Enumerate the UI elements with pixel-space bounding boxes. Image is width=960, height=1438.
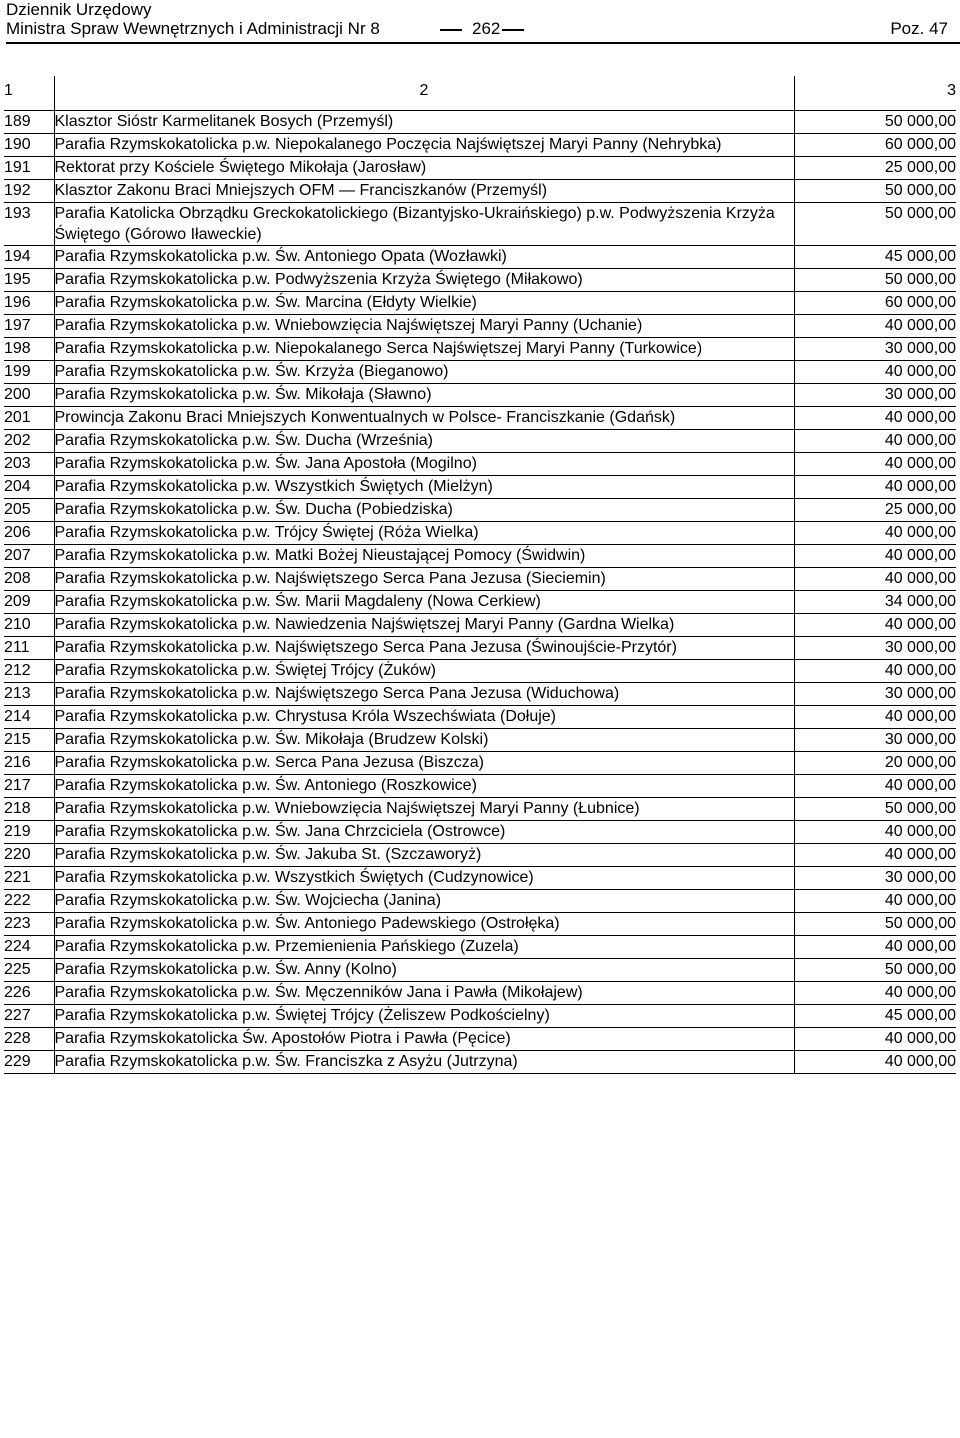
table-row — [4, 660, 956, 683]
row-amount: 40 000,00 — [794, 430, 956, 453]
page-header — [6, 0, 954, 44]
row-amount: 40 000,00 — [794, 890, 956, 913]
table-row — [4, 752, 956, 775]
row-amount: 40 000,00 — [794, 775, 956, 798]
row-amount: 50 000,00 — [794, 111, 956, 134]
row-number: 219 — [4, 821, 54, 844]
row-number: 227 — [4, 1005, 54, 1028]
row-number: 224 — [4, 936, 54, 959]
row-number: 222 — [4, 890, 54, 913]
row-amount: 40 000,00 — [794, 614, 956, 637]
row-name: Parafia Rzymskokatolicka p.w. Wszystkich Świętych (Mielżyn) — [54, 476, 794, 499]
table-row — [4, 729, 956, 752]
row-name: Parafia Rzymskokatolicka p.w. Przemienienia Pańskiego (Zuzela) — [54, 936, 794, 959]
row-name: Parafia Rzymskokatolicka p.w. Wniebowzięcia Najświętszej Maryi Panny (Łubnice) — [54, 798, 794, 821]
row-name: Parafia Rzymskokatolicka p.w. Św. Anny (Kolno) — [54, 959, 794, 982]
table-row — [4, 453, 956, 476]
row-number: 217 — [4, 775, 54, 798]
row-number: 207 — [4, 545, 54, 568]
row-number: 190 — [4, 134, 54, 157]
row-number: 228 — [4, 1028, 54, 1051]
table-row — [4, 407, 956, 430]
row-name: Prowincja Zakonu Braci Mniejszych Konwentualnych w Polsce- Franciszkanie (Gdańsk) — [54, 407, 794, 430]
row-name: Parafia Rzymskokatolicka p.w. Wniebowzięcia Najświętszej Maryi Panny (Uchanie) — [54, 315, 794, 338]
row-amount: 50 000,00 — [794, 959, 956, 982]
table-row — [4, 545, 956, 568]
row-name: Parafia Rzymskokatolicka p.w. Św. Antoniego (Roszkowice) — [54, 775, 794, 798]
row-amount: 40 000,00 — [794, 476, 956, 499]
row-amount: 45 000,00 — [794, 1005, 956, 1028]
table-row — [4, 180, 956, 203]
row-number: 208 — [4, 568, 54, 591]
row-amount: 30 000,00 — [794, 338, 956, 361]
table-row — [4, 706, 956, 729]
row-amount: 40 000,00 — [794, 361, 956, 384]
row-number: 221 — [4, 867, 54, 890]
row-amount: 40 000,00 — [794, 982, 956, 1005]
table-row — [4, 1028, 956, 1051]
table-body — [4, 111, 956, 1074]
row-amount: 40 000,00 — [794, 568, 956, 591]
row-amount: 50 000,00 — [794, 798, 956, 821]
row-amount: 20 000,00 — [794, 752, 956, 775]
row-amount: 50 000,00 — [794, 913, 956, 936]
ministry-title: Ministra Spraw Wewnętrznych i Administracji Nr 8 — [6, 19, 380, 38]
dash-right — [502, 29, 524, 31]
row-number: 215 — [4, 729, 54, 752]
table-row — [4, 821, 956, 844]
column-header-number: 1 — [4, 76, 54, 111]
table-row — [4, 203, 956, 246]
row-name: Parafia Rzymskokatolicka p.w. Najświętszego Serca Pana Jezusa (Widuchowa) — [54, 683, 794, 706]
row-number: 198 — [4, 338, 54, 361]
row-amount: 30 000,00 — [794, 637, 956, 660]
row-name: Parafia Rzymskokatolicka p.w. Św. Krzyża (Bieganowo) — [54, 361, 794, 384]
row-name: Parafia Rzymskokatolicka p.w. Św. Jana Apostoła (Mogilno) — [54, 453, 794, 476]
row-name: Parafia Katolicka Obrządku Greckokatolickiego (Bizantyjsko-Ukraińskiego) p.w. Podwyższenia Krzyża Świętego (Górowo Iławeckie) — [54, 203, 794, 246]
row-name: Parafia Rzymskokatolicka p.w. Św. Ducha (Września) — [54, 430, 794, 453]
row-name: Parafia Rzymskokatolicka p.w. Św. Marcina (Ełdyty Wielkie) — [54, 292, 794, 315]
table-row — [4, 890, 956, 913]
table-row — [4, 614, 956, 637]
row-amount: 30 000,00 — [794, 683, 956, 706]
row-amount: 40 000,00 — [794, 660, 956, 683]
row-number: 197 — [4, 315, 54, 338]
row-name: Parafia Rzymskokatolicka p.w. Najświętszego Serca Pana Jezusa (Sieciemin) — [54, 568, 794, 591]
column-header-name: 2 — [54, 76, 794, 111]
table-row — [4, 936, 956, 959]
row-number: 216 — [4, 752, 54, 775]
table-row — [4, 134, 956, 157]
table-row — [4, 568, 956, 591]
row-amount: 40 000,00 — [794, 453, 956, 476]
journal-title: Dziennik Urzędowy — [6, 0, 152, 19]
table-row — [4, 867, 956, 890]
row-number: 206 — [4, 522, 54, 545]
row-amount: 40 000,00 — [794, 522, 956, 545]
row-number: 229 — [4, 1051, 54, 1074]
row-number: 200 — [4, 384, 54, 407]
row-amount: 40 000,00 — [794, 545, 956, 568]
table-row — [4, 361, 956, 384]
row-number: 202 — [4, 430, 54, 453]
table-row — [4, 269, 956, 292]
row-name: Parafia Rzymskokatolicka p.w. Niepokalanego Serca Najświętszej Maryi Panny (Turkowice) — [54, 338, 794, 361]
row-number: 189 — [4, 111, 54, 134]
row-name: Klasztor Zakonu Braci Mniejszych OFM — Franciszkanów (Przemyśl) — [54, 180, 794, 203]
row-amount: 40 000,00 — [794, 936, 956, 959]
row-number: 226 — [4, 982, 54, 1005]
row-number: 213 — [4, 683, 54, 706]
table-row — [4, 637, 956, 660]
row-name: Parafia Rzymskokatolicka p.w. Św. Marii Magdaleny (Nowa Cerkiew) — [54, 591, 794, 614]
row-amount: 60 000,00 — [794, 292, 956, 315]
table-row — [4, 476, 956, 499]
row-name: Klasztor Sióstr Karmelitanek Bosych (Przemyśl) — [54, 111, 794, 134]
table-row — [4, 157, 956, 180]
row-amount: 50 000,00 — [794, 203, 956, 246]
row-number: 223 — [4, 913, 54, 936]
row-number: 194 — [4, 246, 54, 269]
table-row — [4, 959, 956, 982]
table-row — [4, 111, 956, 134]
row-number: 212 — [4, 660, 54, 683]
row-name: Parafia Rzymskokatolicka p.w. Najświętszego Serca Pana Jezusa (Świnoujście-Przytór) — [54, 637, 794, 660]
row-number: 199 — [4, 361, 54, 384]
table-row — [4, 430, 956, 453]
row-name: Parafia Rzymskokatolicka Św. Apostołów Piotra i Pawła (Pęcice) — [54, 1028, 794, 1051]
row-number: 220 — [4, 844, 54, 867]
table-row — [4, 982, 956, 1005]
row-amount: 34 000,00 — [794, 591, 956, 614]
dash-left — [440, 29, 462, 31]
row-name: Parafia Rzymskokatolicka p.w. Niepokalanego Poczęcia Najświętszej Maryi Panny (Nehrybka) — [54, 134, 794, 157]
row-name: Parafia Rzymskokatolicka p.w. Św. Franciszka z Asyżu (Jutrzyna) — [54, 1051, 794, 1074]
row-amount: 50 000,00 — [794, 180, 956, 203]
row-name: Parafia Rzymskokatolicka p.w. Św. Mikołaja (Sławno) — [54, 384, 794, 407]
table-row — [4, 591, 956, 614]
row-name: Parafia Rzymskokatolicka p.w. Św. Jakuba St. (Szczaworyż) — [54, 844, 794, 867]
row-name: Parafia Rzymskokatolicka p.w. Św. Męczenników Jana i Pawła (Mikołajew) — [54, 982, 794, 1005]
row-name: Parafia Rzymskokatolicka p.w. Św. Ducha (Pobiedziska) — [54, 499, 794, 522]
row-number: 203 — [4, 453, 54, 476]
table-row — [4, 499, 956, 522]
row-amount: 40 000,00 — [794, 821, 956, 844]
position-number: Poz. 47 — [890, 19, 948, 38]
row-amount: 50 000,00 — [794, 269, 956, 292]
row-number: 196 — [4, 292, 54, 315]
row-amount: 25 000,00 — [794, 499, 956, 522]
row-name: Parafia Rzymskokatolicka p.w. Serca Pana Jezusa (Biszcza) — [54, 752, 794, 775]
row-name: Rektorat przy Kościele Świętego Mikołaja (Jarosław) — [54, 157, 794, 180]
row-amount: 40 000,00 — [794, 844, 956, 867]
row-number: 195 — [4, 269, 54, 292]
table-row — [4, 292, 956, 315]
table-row — [4, 798, 956, 821]
table-row — [4, 913, 956, 936]
row-name: Parafia Rzymskokatolicka p.w. Św. Mikołaja (Brudzew Kolski) — [54, 729, 794, 752]
page-number: 262 — [472, 19, 501, 38]
row-name: Parafia Rzymskokatolicka p.w. Matki Bożej Nieustającej Pomocy (Świdwin) — [54, 545, 794, 568]
row-name: Parafia Rzymskokatolicka p.w. Św. Antoniego Padewskiego (Ostrołęka) — [54, 913, 794, 936]
row-amount: 30 000,00 — [794, 729, 956, 752]
row-number: 205 — [4, 499, 54, 522]
row-name: Parafia Rzymskokatolicka p.w. Chrystusa Króla Wszechświata (Dołuje) — [54, 706, 794, 729]
header-rule — [6, 42, 960, 44]
row-amount: 40 000,00 — [794, 1028, 956, 1051]
row-number: 214 — [4, 706, 54, 729]
row-number: 209 — [4, 591, 54, 614]
row-number: 193 — [4, 203, 54, 246]
row-amount: 40 000,00 — [794, 1051, 956, 1074]
table-row — [4, 384, 956, 407]
table-row — [4, 683, 956, 706]
table-row — [4, 315, 956, 338]
table-header-row — [4, 76, 956, 111]
row-name: Parafia Rzymskokatolicka p.w. Trójcy Świętej (Róża Wielka) — [54, 522, 794, 545]
table-row — [4, 1005, 956, 1028]
row-amount: 40 000,00 — [794, 407, 956, 430]
row-number: 191 — [4, 157, 54, 180]
row-name: Parafia Rzymskokatolicka p.w. Św. Antoniego Opata (Wozławki) — [54, 246, 794, 269]
row-amount: 25 000,00 — [794, 157, 956, 180]
table-row — [4, 844, 956, 867]
row-amount: 30 000,00 — [794, 867, 956, 890]
row-number: 218 — [4, 798, 54, 821]
row-number: 204 — [4, 476, 54, 499]
row-amount: 40 000,00 — [794, 706, 956, 729]
table-row — [4, 775, 956, 798]
row-name: Parafia Rzymskokatolicka p.w. Św. Jana Chrzciciela (Ostrowce) — [54, 821, 794, 844]
row-name: Parafia Rzymskokatolicka p.w. Świętej Trójcy (Żeliszew Podkościelny) — [54, 1005, 794, 1028]
table-row — [4, 1051, 956, 1074]
table-row — [4, 246, 956, 269]
row-number: 201 — [4, 407, 54, 430]
allocation-table — [4, 76, 956, 1074]
row-amount: 45 000,00 — [794, 246, 956, 269]
table-row — [4, 522, 956, 545]
table-row — [4, 338, 956, 361]
row-number: 210 — [4, 614, 54, 637]
row-number: 192 — [4, 180, 54, 203]
row-name: Parafia Rzymskokatolicka p.w. Podwyższenia Krzyża Świętego (Miłakowo) — [54, 269, 794, 292]
row-name: Parafia Rzymskokatolicka p.w. Św. Wojciecha (Janina) — [54, 890, 794, 913]
row-name: Parafia Rzymskokatolicka p.w. Wszystkich Świętych (Cudzynowice) — [54, 867, 794, 890]
row-number: 211 — [4, 637, 54, 660]
row-amount: 30 000,00 — [794, 384, 956, 407]
column-header-amount: 3 — [794, 76, 956, 111]
row-name: Parafia Rzymskokatolicka p.w. Nawiedzenia Najświętszej Maryi Panny (Gardna Wielka) — [54, 614, 794, 637]
row-amount: 40 000,00 — [794, 315, 956, 338]
row-number: 225 — [4, 959, 54, 982]
row-name: Parafia Rzymskokatolicka p.w. Świętej Trójcy (Żuków) — [54, 660, 794, 683]
row-amount: 60 000,00 — [794, 134, 956, 157]
